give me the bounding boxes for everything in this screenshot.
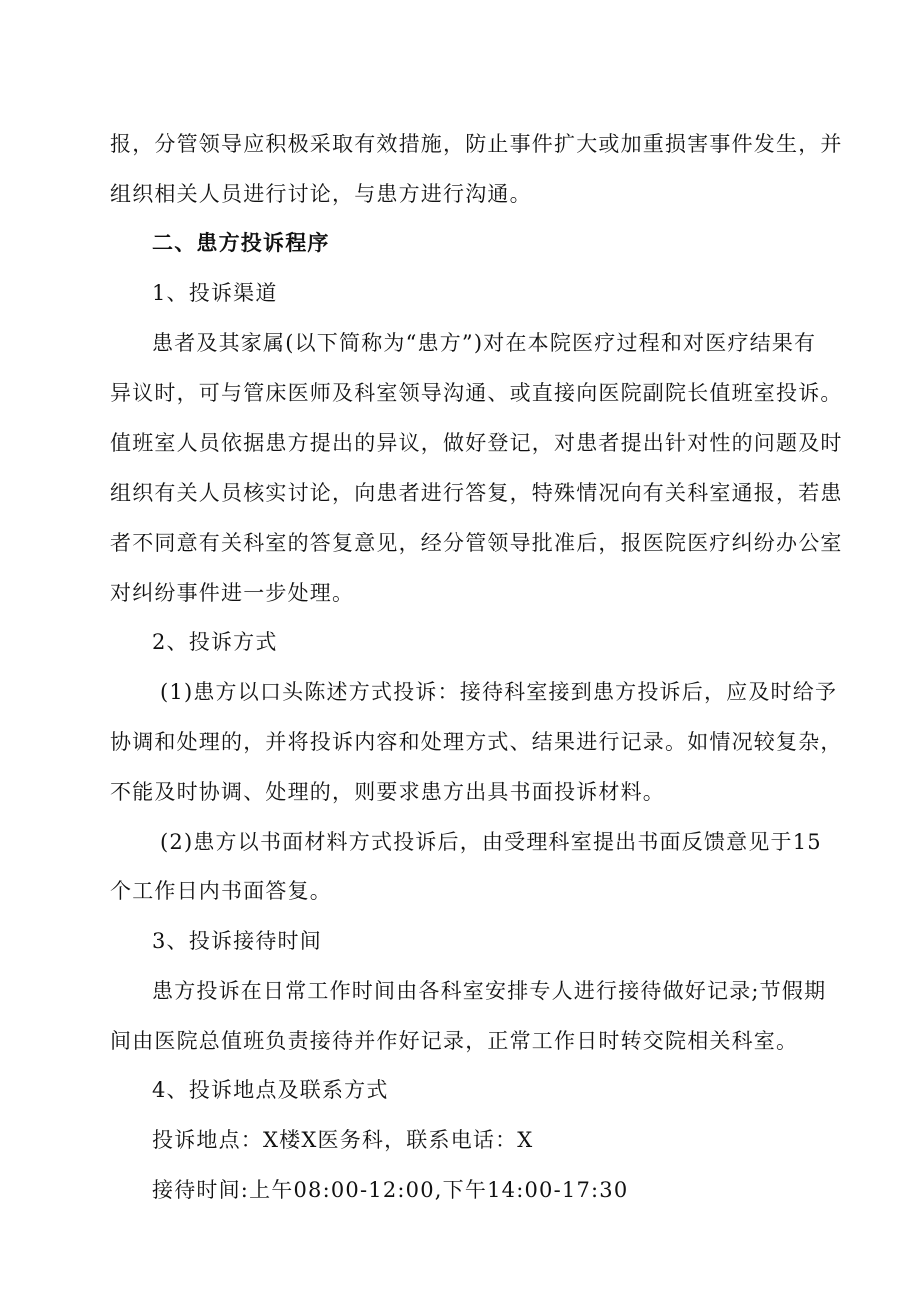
paragraph-line: 者不同意有关科室的答复意见，经分管领导批准后，报医院医疗纠纷办公室 [110,531,843,555]
paragraph-line: (2)患方以书面材料方式投诉后，由受理科室提出书面反馈意见于15 [160,830,822,854]
paragraph-line: (1)患方以口头陈述方式投诉：接待科室接到患方投诉后，应及时给予 [160,680,838,704]
paragraph-line: 协调和处理的，并将投诉内容和处理方式、结果进行记录。如情况较复杂， [110,730,843,754]
subheading: 4、投诉地点及联系方式 [152,1078,389,1102]
section-heading: 二、患方投诉程序 [152,231,330,255]
paragraph-line: 间由医院总值班负责接待并作好记录，正常工作日时转交院相关科室。 [110,1029,799,1053]
reception-time: 接待时间:上午08:00-12:00,下午14:00-17:30 [152,1178,629,1202]
subheading: 1、投诉渠道 [152,281,278,305]
paragraph-line: 个工作日内书面答复。 [110,879,332,903]
contact-location: 投诉地点：X楼X医务科，联系电话：X [152,1128,534,1152]
paragraph-line: 组织有关人员核实讨论，向患者进行答复，特殊情况向有关科室通报，若患 [110,481,843,505]
subheading: 2、投诉方式 [152,630,278,654]
subheading: 3、投诉接待时间 [152,929,322,953]
paragraph-line: 值班室人员依据患方提出的异议，做好登记，对患者提出针对性的问题及时 [110,431,843,455]
paragraph-line: 患方投诉在日常工作时间由各科室安排专人进行接待做好记录;节假期 [152,979,827,1003]
paragraph-line: 报，分管领导应积极采取有效措施，防止事件扩大或加重损害事件发生，并 [110,132,843,156]
paragraph-line: 对纠纷事件进一步处理。 [110,581,355,605]
paragraph-line: 不能及时协调、处理的，则要求患方出具书面投诉材料。 [110,780,665,804]
paragraph-line: 组织相关人员进行讨论，与患方进行沟通。 [110,182,532,206]
paragraph-line: 异议时，可与管床医师及科室领导沟通、或直接向医院副院长值班室投诉。 [110,381,843,405]
paragraph-line: 患者及其家属(以下简称为“患方”)对在本院医疗过程和对医疗结果有 [152,331,817,355]
